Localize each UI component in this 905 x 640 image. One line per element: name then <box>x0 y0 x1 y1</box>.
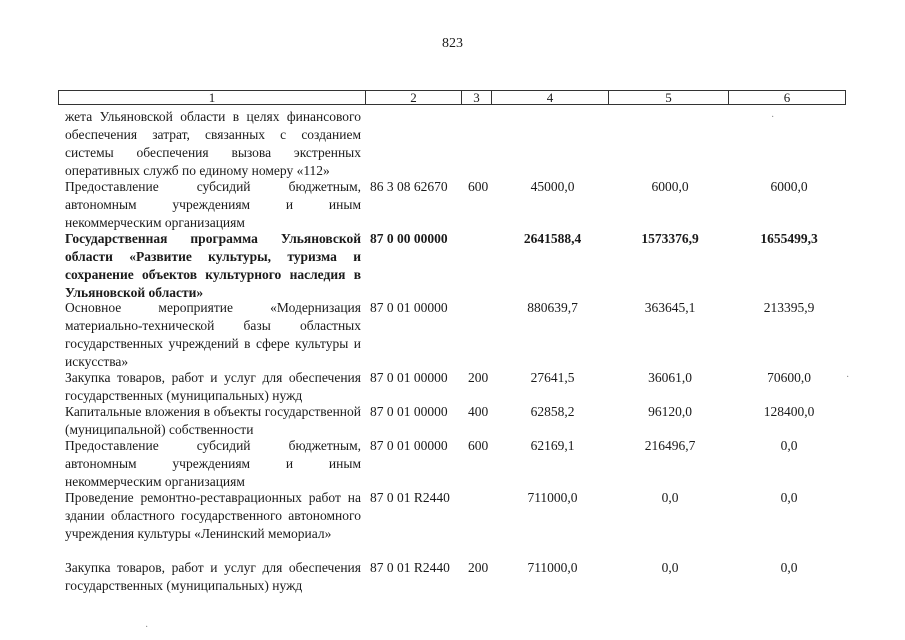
header-col-1: 1 <box>59 91 366 104</box>
header-col-5: 5 <box>609 91 729 104</box>
row-value-4: 45000,0 <box>530 179 575 194</box>
row-value-6: 70600,0 <box>767 370 811 385</box>
row-name: Предоставление субсидий бюджетным, автономным учреждениям и иным некоммерческим организациям <box>65 179 361 230</box>
row-code: 87 0 01 00000 <box>370 438 448 453</box>
row-value-6: 0,0 <box>780 560 798 575</box>
row-value-6: 1655499,3 <box>760 231 818 246</box>
header-col-2: 2 <box>366 91 462 104</box>
row-name: Проведение ремонтно-реставрационных работ на здании областного государственного автономного учреждения культуры «Ленинский мемориал» <box>65 490 361 541</box>
row-value-6: 128400,0 <box>763 404 815 419</box>
row-name: Закупка товаров, работ и услуг для обеспечения государственных (муниципальных) нужд <box>65 370 361 403</box>
row-value-4: 62169,1 <box>530 438 575 453</box>
row-name: Закупка товаров, работ и услуг для обеспечения государственных (муниципальных) нужд <box>65 560 361 593</box>
row-vr: 200 <box>468 560 489 575</box>
row-value-5: 0,0 <box>661 560 679 575</box>
row-name: жета Ульяновской области в целях финансового обеспечения затрат, связанных с созданием системы обеспечения вызова экстренных оперативных служб по единому номеру «112» <box>65 109 361 178</box>
row-code: 86 3 08 62670 <box>370 179 448 194</box>
row-value-6: 6000,0 <box>770 179 808 194</box>
row-value-5: 1573376,9 <box>641 231 699 246</box>
row-name: Государственная программа Ульяновской области «Развитие культуры, туризма и сохранение объектов культурного наследия в Ульяновской области» <box>65 231 361 300</box>
header-col-4: 4 <box>492 91 609 104</box>
row-value-4: 27641,5 <box>530 370 575 385</box>
row-value-5: 96120,0 <box>648 404 692 419</box>
row-value-4: 711000,0 <box>527 490 578 505</box>
row-name: Основное мероприятие «Модернизация материально-технической базы областных государственных учреждений в сфере культуры и искусства» <box>65 300 361 369</box>
row-value-6: 213395,9 <box>763 300 815 315</box>
row-value-5: 6000,0 <box>651 179 689 194</box>
row-value-4: 711000,0 <box>527 560 578 575</box>
scan-speck: · <box>145 622 149 633</box>
row-value-6: 0,0 <box>780 490 798 505</box>
row-code: 87 0 01 R2440 <box>370 560 450 575</box>
row-vr: 400 <box>468 404 489 419</box>
row-value-4: 880639,7 <box>527 300 578 315</box>
row-code: 87 0 01 00000 <box>370 370 448 385</box>
row-vr: 600 <box>468 179 489 194</box>
page-number: 823 <box>442 36 463 51</box>
row-value-4: 2641588,4 <box>523 231 582 246</box>
row-code: 87 0 00 00000 <box>370 231 448 246</box>
header-col-3: 3 <box>462 91 492 104</box>
row-value-6: 0,0 <box>780 438 798 453</box>
header-col-6: 6 <box>783 90 791 105</box>
row-vr: 200 <box>468 370 489 385</box>
table-header <box>58 90 846 105</box>
row-value-4: 62858,2 <box>530 404 575 419</box>
row-value-5: 216496,7 <box>644 438 696 453</box>
scan-speck: · <box>771 112 775 123</box>
row-vr: 600 <box>468 438 489 453</box>
row-code: 87 0 01 00000 <box>370 404 448 419</box>
row-name: Капитальные вложения в объекты государственной (муниципальной) собственности <box>65 404 361 437</box>
row-value-5: 0,0 <box>661 490 679 505</box>
scan-speck: · <box>846 372 850 383</box>
row-code: 87 0 01 00000 <box>370 300 448 315</box>
row-value-5: 363645,1 <box>644 300 696 315</box>
row-name: Предоставление субсидий бюджетным, автономным учреждениям и иным некоммерческим организациям <box>65 438 361 489</box>
row-value-5: 36061,0 <box>648 370 692 385</box>
row-code: 87 0 01 R2440 <box>370 490 450 505</box>
